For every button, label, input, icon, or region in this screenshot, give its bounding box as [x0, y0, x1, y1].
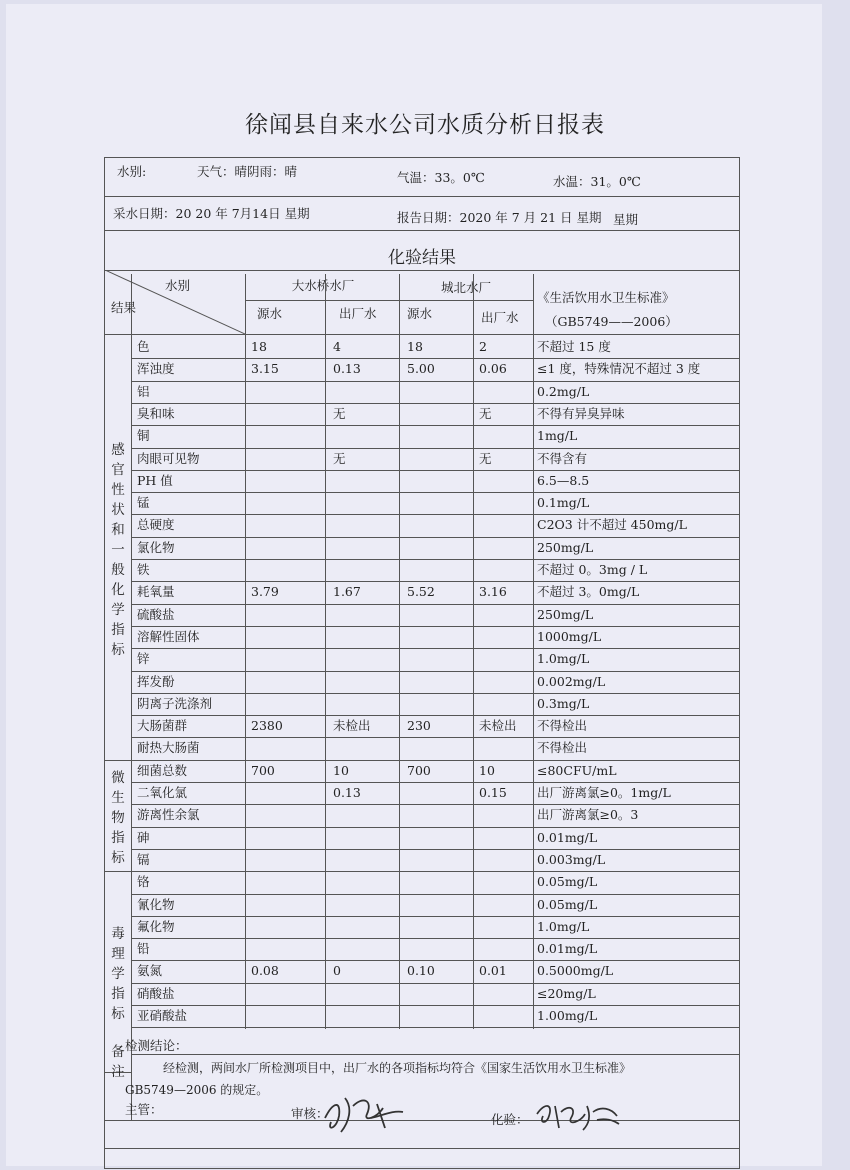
divider	[131, 626, 739, 627]
row-item-name: 细菌总数	[137, 762, 188, 778]
row-plant2-outlet: 无	[479, 405, 492, 421]
divider	[131, 715, 739, 716]
row-standard: 1mg/L	[537, 428, 578, 444]
report-date-field: 报告日期：2020 年 7 月 21 日 星期	[397, 210, 602, 225]
group-label-char: 般	[111, 561, 125, 578]
row-item-name: 亚硝酸盐	[137, 1008, 188, 1023]
row-standard: 出厂游离氯≥0。3	[537, 807, 639, 823]
divider	[131, 581, 739, 582]
divider	[399, 274, 400, 1029]
row-plant2-source: 700	[407, 762, 431, 778]
group-label-char: 学	[111, 601, 125, 618]
divider	[245, 274, 246, 1029]
divider	[131, 1027, 739, 1028]
row-standard: ≤20mg/L	[537, 985, 596, 1001]
divider	[131, 448, 739, 449]
row-standard: 0.3mg/L	[537, 695, 590, 711]
divider	[131, 274, 132, 1029]
divider	[105, 1120, 739, 1121]
conclusion-line2: GB5749—2006 的规定。	[125, 1083, 269, 1097]
row-item-name: 铜	[137, 428, 150, 444]
divider	[131, 938, 739, 939]
row-plant1-outlet: 无	[333, 405, 346, 421]
row-plant1-outlet: 0.13	[333, 785, 361, 800]
divider	[131, 403, 739, 404]
plant2-outlet-header: 出厂水	[481, 310, 519, 325]
corner-bottom-label: 结果	[111, 300, 137, 315]
group-label-char: 指	[111, 829, 125, 846]
row-item-name: 硝酸盐	[137, 985, 175, 1001]
row-plant1-source: 2380	[251, 718, 283, 734]
group-label-char: 状	[111, 501, 125, 518]
row-standard: 0.003mg/L	[537, 851, 606, 867]
row-standard: 6.5—8.5	[537, 472, 590, 488]
row-plant2-outlet: 3.16	[479, 584, 507, 600]
divider	[105, 334, 739, 335]
divider	[131, 960, 739, 961]
row-standard: 0.01mg/L	[537, 829, 598, 845]
divider	[105, 760, 131, 761]
row-standard: 不超过 15 度	[537, 339, 611, 354]
row-standard: 1000mg/L	[537, 628, 602, 644]
row-standard: 不得含有	[537, 450, 588, 466]
row-plant1-outlet: 1.67	[333, 584, 361, 600]
row-standard: 0.01mg/L	[537, 941, 598, 957]
standard-header-line1: 《生活饮用水卫生标准》	[537, 290, 675, 305]
divider	[131, 671, 739, 672]
water-temp-field: 水温：31。0℃	[553, 174, 641, 189]
row-item-name: 铬	[137, 874, 150, 890]
row-item-name: 铝	[137, 383, 150, 399]
divider	[131, 537, 739, 538]
plant1-header: 大水桥水厂	[291, 278, 355, 293]
row-plant1-source: 3.79	[251, 584, 279, 600]
weather-field: 天气：晴阴雨：晴	[197, 164, 298, 179]
row-standard: 0.1mg/L	[537, 495, 590, 511]
row-item-name: 氨氮	[137, 963, 163, 979]
row-plant2-source: 230	[407, 718, 431, 734]
row-plant1-source: 0.08	[251, 963, 279, 979]
row-standard: 0.2mg/L	[537, 383, 590, 399]
divider	[131, 827, 739, 828]
row-standard: ≤1 度，特殊情况不超过 3 度	[537, 361, 701, 377]
supervisor-label: 主管：	[125, 1102, 163, 1117]
divider	[131, 760, 739, 761]
plant1-source-header: 源水	[257, 306, 283, 321]
row-standard: C2O3 计不超过 450mg/L	[537, 517, 687, 533]
divider	[131, 916, 739, 917]
divider	[131, 1005, 739, 1006]
group-label-char: 化	[111, 581, 125, 598]
row-item-name: 铁	[137, 562, 150, 577]
sampling-date-field: 采水日期：20 20 年 7月14日 星期	[113, 206, 310, 221]
row-plant2-outlet: 未检出	[479, 718, 517, 734]
conclusion-line1: 经检测，两间水厂所检测项目中，出厂水的各项指标均符合《国家生活饮用水卫生标准》	[163, 1061, 632, 1075]
report-weekday-label: 星期	[613, 212, 639, 227]
section-title: 化验结果	[388, 248, 456, 268]
row-plant2-outlet: 0.06	[479, 361, 507, 377]
row-item-name: 硫酸盐	[137, 606, 175, 622]
row-item-name: 铅	[137, 941, 150, 957]
row-standard: 0.002mg/L	[537, 673, 606, 689]
reviewer-label: 审核：	[291, 1106, 329, 1121]
divider	[131, 381, 739, 382]
tester-label: 化验：	[491, 1112, 529, 1127]
row-plant2-source: 5.52	[407, 584, 435, 600]
row-standard: 0.05mg/L	[537, 874, 598, 890]
row-item-name: 锰	[137, 495, 150, 511]
group-label-char: 一	[111, 541, 125, 558]
row-plant1-outlet: 4	[333, 339, 341, 354]
row-plant2-source: 5.00	[407, 361, 435, 377]
group-label-char: 性	[111, 481, 125, 498]
row-item-name: 大肠菌群	[137, 718, 188, 734]
row-standard: 不超过 3。0mg/L	[537, 584, 640, 600]
divider	[131, 693, 739, 694]
divider	[131, 604, 739, 605]
row-plant1-outlet: 0.13	[333, 361, 361, 377]
water-type-label: 水别:	[117, 164, 147, 179]
row-plant2-outlet: 无	[479, 450, 492, 466]
row-standard: 1.0mg/L	[537, 918, 590, 934]
group-label-char: 官	[111, 461, 125, 478]
row-standard: 1.00mg/L	[537, 1008, 598, 1023]
row-item-name: 氟化物	[137, 918, 175, 934]
row-item-name: 色	[137, 339, 150, 354]
divider	[131, 871, 739, 872]
divider	[131, 492, 739, 493]
row-item-name: 二氧化氯	[137, 785, 188, 800]
row-standard: 不得检出	[537, 740, 588, 756]
row-plant2-source: 0.10	[407, 963, 435, 979]
plant2-source-header: 源水	[407, 306, 433, 321]
group-label-char: 微	[111, 769, 125, 786]
row-item-name: 耐热大肠菌	[137, 740, 200, 756]
row-plant1-outlet: 无	[333, 450, 346, 466]
group-label-char: 指	[111, 621, 125, 638]
plant2-header: 城北水厂	[440, 280, 491, 295]
divider	[131, 983, 739, 984]
divider	[245, 300, 533, 301]
row-standard: 0.05mg/L	[537, 896, 598, 912]
row-item-name: 耗氧量	[137, 584, 175, 600]
group-label-char: 生	[111, 789, 125, 806]
divider	[131, 648, 739, 649]
row-item-name: 挥发酚	[137, 673, 175, 689]
divider	[131, 559, 739, 560]
row-plant1-outlet: 0	[333, 963, 341, 979]
row-item-name: 总硬度	[137, 517, 175, 533]
group-label-char: 物	[111, 809, 125, 826]
group-label-char: 理	[111, 945, 125, 962]
conclusion-label: 检测结论：	[125, 1038, 188, 1053]
group-label-char: 标	[111, 641, 125, 658]
row-item-name: 砷	[137, 829, 150, 845]
row-standard: 不得检出	[537, 718, 588, 734]
reviewer-signature	[319, 1088, 409, 1136]
divider	[325, 274, 326, 1029]
row-item-name: 臭和味	[137, 405, 175, 421]
row-standard: 不超过 0。3mg / L	[537, 562, 648, 577]
row-item-name: 镉	[137, 851, 150, 867]
row-standard: 1.0mg/L	[537, 651, 590, 667]
standard-header-line2: （GB5749——2006）	[545, 314, 678, 329]
row-standard: 0.5000mg/L	[537, 963, 614, 979]
divider	[131, 804, 739, 805]
group-label-char: 学	[111, 965, 125, 982]
group-label-char: 感	[111, 441, 125, 458]
row-plant2-outlet: 10	[479, 762, 495, 778]
divider	[105, 871, 131, 872]
divider	[131, 1054, 739, 1055]
row-plant1-source: 700	[251, 762, 275, 778]
report-title: 徐闻县自来水公司水质分析日报表	[245, 112, 605, 138]
divider	[105, 230, 739, 231]
row-plant2-outlet: 2	[479, 339, 487, 354]
tester-signature	[533, 1094, 623, 1134]
divider	[131, 849, 739, 850]
divider	[105, 1148, 739, 1149]
row-plant1-outlet: 10	[333, 762, 349, 778]
row-plant1-outlet: 未检出	[333, 718, 371, 734]
row-standard: 不得有异臭异味	[537, 405, 625, 421]
row-item-name: PH 值	[137, 472, 173, 488]
group-label-char: 指	[111, 985, 125, 1002]
row-standard: ≤80CFU/mL	[537, 762, 617, 778]
report-table	[104, 157, 740, 1169]
group-label-char: 和	[111, 521, 125, 538]
row-item-name: 溶解性固体	[137, 628, 200, 644]
plant1-outlet-header: 出厂水	[339, 306, 377, 321]
divider	[131, 425, 739, 426]
divider	[131, 894, 739, 895]
row-standard: 250mg/L	[537, 606, 594, 622]
air-temp-field: 气温：33。0℃	[397, 170, 485, 185]
row-plant2-outlet: 0.15	[479, 785, 507, 800]
divider	[533, 274, 534, 1029]
row-item-name: 锌	[137, 651, 150, 667]
divider	[473, 274, 474, 1029]
row-standard: 250mg/L	[537, 539, 594, 555]
group-label-char: 标	[111, 849, 125, 866]
row-plant1-source: 3.15	[251, 361, 279, 377]
divider	[131, 737, 739, 738]
row-item-name: 肉眼可见物	[137, 450, 200, 466]
row-item-name: 氰化物	[137, 896, 175, 912]
divider	[131, 470, 739, 471]
row-plant2-source: 18	[407, 339, 423, 354]
divider	[105, 196, 739, 197]
row-item-name: 游离性余氯	[137, 807, 200, 823]
group-label-char: 毒	[111, 925, 125, 942]
corner-top-label: 水别	[165, 278, 191, 293]
notes-label: 备注	[111, 1044, 125, 1080]
group-label-char: 标	[111, 1005, 125, 1022]
row-standard: 出厂游离氯≥0。1mg/L	[537, 785, 671, 800]
row-item-name: 氯化物	[137, 539, 175, 555]
row-plant1-source: 18	[251, 339, 267, 354]
row-plant2-outlet: 0.01	[479, 963, 507, 979]
row-item-name: 浑浊度	[137, 361, 175, 377]
row-item-name: 阴离子洗涤剂	[137, 695, 213, 711]
